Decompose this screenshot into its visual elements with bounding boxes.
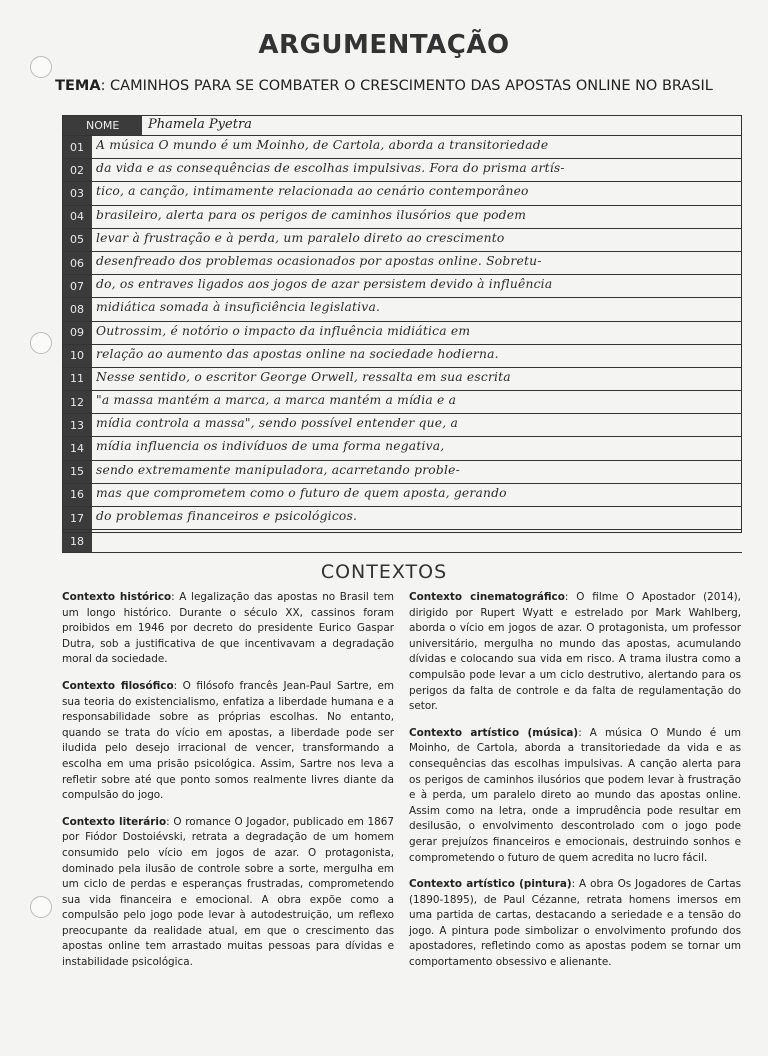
- theme-label: TEMA: [55, 78, 101, 94]
- context-label: Contexto artístico (música): [409, 726, 579, 739]
- line-number: 05: [62, 229, 92, 251]
- essay-line[interactable]: [62, 461, 742, 484]
- essay-line[interactable]: [62, 275, 742, 298]
- essay-line[interactable]: [62, 298, 742, 321]
- context-text: : O romance O Jogador, publicado em 1867 por Fiódor Dostoiévski, retrata a degradação de um homem consumido pelo vício em jogos de azar. O protagonista, dominado pela ilusão de controle sobre a sorte, mergulha em um ciclo de perdas e esperanças frustradas, comprometendo sua vida financeira e emocional. A obra expõe como a compulsão pelo jogo pode levar à autodestruição, um reflexo preocupante da realidade atual, em que o crescimento das apostas online tem arrastado muitas pessoas para dívidas e instabilidade psicológica.: [62, 815, 394, 969]
- essay-line[interactable]: [62, 182, 742, 205]
- essay-line[interactable]: [62, 530, 742, 553]
- line-text[interactable]: tico, a canção, intimamente relacionada ao cenário contemporâneo: [96, 184, 529, 199]
- line-number: 09: [62, 322, 92, 344]
- line-text[interactable]: Outrossim, é notório o impacto da influência midiática em: [96, 323, 471, 338]
- essay-line[interactable]: [62, 322, 742, 345]
- essay-line[interactable]: [62, 414, 742, 437]
- line-number: 12: [62, 391, 92, 413]
- line-number: 18: [62, 530, 92, 552]
- context-text: : O filme O Apostador (2014), dirigido por Rupert Wyatt e estrelado por Mark Wahlberg, aborda o vício em jogos de azar. O protagonista, um professor universitário, mergulha no mundo das apostas, acumulando dívidas e colocando sua vida em risco. A trama ilustra como a compulsão pode levar a um ciclo destrutivo, alertando para os perigos da falta de controle e da falta de regulamentação do setor.: [409, 591, 741, 713]
- theme-heading: [0, 78, 768, 94]
- line-number: 06: [62, 252, 92, 274]
- context-label: Contexto filosófico: [62, 679, 174, 692]
- context-text: : A obra Os Jogadores de Cartas (1890-1895), de Paul Cézanne, retrata homens imersos em uma partida de cartas, destacando a seriedade e a tensão do jogo. A pintura pode simbolizar o envolvimento profundo dos apostadores, refletindo como as apostas podem se tornar um comportamento obsessivo e alienante.: [409, 878, 741, 969]
- answer-sheet: [62, 115, 742, 553]
- essay-line[interactable]: [62, 136, 742, 159]
- line-text[interactable]: relação ao aumento das apostas online na sociedade hodierna.: [96, 346, 499, 361]
- line-text[interactable]: da vida e as consequências de escolhas impulsivas. Fora do prisma artís-: [96, 161, 565, 176]
- line-text[interactable]: mídia influencia os indivíduos de uma forma negativa,: [96, 439, 445, 454]
- line-text[interactable]: levar à frustração e à perda, um paralelo direto ao crescimento: [96, 230, 505, 245]
- essay-line[interactable]: [62, 391, 742, 414]
- line-number: 15: [62, 461, 92, 483]
- essay-line[interactable]: [62, 484, 742, 507]
- line-number: 17: [62, 507, 92, 529]
- name-row: [62, 115, 742, 136]
- name-value[interactable]: Phamela Pyetra: [148, 117, 252, 132]
- contexts-left-column: [62, 590, 394, 982]
- line-text[interactable]: Nesse sentido, o escritor George Orwell, ressalta em sua escrita: [96, 369, 511, 384]
- line-text[interactable]: brasileiro, alerta para os perigos de caminhos ilusórios que podem: [96, 207, 527, 222]
- line-number: 02: [62, 159, 92, 181]
- line-text[interactable]: mídia controla a massa", sendo possível entender que, a: [96, 416, 458, 431]
- contexts-title: CONTEXTOS: [320, 561, 448, 583]
- binder-hole-middle: [30, 332, 52, 354]
- context-label: Contexto literário: [62, 815, 167, 828]
- line-number: 11: [62, 368, 92, 390]
- line-text[interactable]: A música O mundo é um Moinho, de Cartola, aborda a transitoriedade: [96, 138, 549, 152]
- line-text[interactable]: "a massa mantém a marca, a marca mantém a mídia e a: [96, 393, 457, 408]
- line-number: 08: [62, 298, 92, 320]
- context-paragraph: [62, 815, 394, 971]
- line-text[interactable]: mas que comprometem como o futuro de quem aposta, gerando: [96, 485, 507, 500]
- essay-line[interactable]: [62, 252, 742, 275]
- line-text[interactable]: do, os entraves ligados aos jogos de azar persistem devido à influência: [96, 277, 553, 292]
- context-text: : A música O Mundo é um Moinho, de Cartola, aborda a transitoriedade da vida e as consequências das escolhas impulsivas. A canção alerta para os perigos de caminhos ilusórios que podem levar à frustração e à perda, um paralelo direto ao mundo das apostas online. Assim como na letra, onde a imprudência pode resultar em desilusão, o envolvimento descontrolado com o jogo pode gerar prejuízos financeiros e emocionais, destruindo sonhos e comprometendo o futuro de quem acredita no lucro fácil.: [409, 726, 741, 864]
- context-label: Contexto artístico (pintura): [409, 878, 572, 891]
- line-number: 16: [62, 484, 92, 506]
- line-number: 03: [62, 182, 92, 204]
- line-number: 01: [62, 136, 92, 158]
- context-paragraph: [62, 679, 394, 804]
- context-paragraph: [409, 726, 741, 866]
- name-label: NOME: [62, 115, 142, 135]
- essay-line[interactable]: [62, 345, 742, 368]
- line-text[interactable]: sendo extremamente manipuladora, acarretando proble-: [96, 462, 460, 477]
- line-text[interactable]: desenfreado dos problemas ocasionados por apostas online. Sobretu-: [96, 253, 542, 268]
- line-number: 14: [62, 437, 92, 459]
- line-text[interactable]: midiática somada à insuficiência legislativa.: [96, 300, 381, 315]
- context-paragraph: [409, 877, 741, 971]
- context-label: Contexto histórico: [62, 591, 172, 603]
- context-paragraph: [62, 590, 394, 668]
- binder-hole-bottom: [30, 896, 52, 918]
- page-title: ARGUMENTAÇÃO: [258, 30, 510, 60]
- line-number: 10: [62, 345, 92, 367]
- essay-line[interactable]: [62, 206, 742, 229]
- contexts-right-column: [409, 590, 741, 982]
- line-number: 04: [62, 206, 92, 228]
- line-text[interactable]: do problemas financeiros e psicológicos.: [96, 509, 358, 523]
- line-number: 13: [62, 414, 92, 436]
- line-number: 07: [62, 275, 92, 297]
- theme-text: : CAMINHOS PARA SE COMBATER O CRESCIMENTO DAS APOSTAS ONLINE NO BRASIL: [100, 78, 713, 94]
- essay-line[interactable]: [62, 437, 742, 460]
- essay-line[interactable]: [62, 507, 742, 530]
- context-text: : O filósofo francês Jean-Paul Sartre, em sua teoria do existencialismo, enfatiza a liberdade humana e a responsabilidade sobre as próprias escolhas. No entanto, quando se trata do vício em apostas, a liberdade pode ser iludida pelo desejo irracional de vencer, transformando a escolha em uma prisão psicológica. Assim, Sartre nos leva a refletir sobre até que ponto somos realmente livres diante da compulsão do jogo.: [62, 679, 394, 802]
- essay-line[interactable]: [62, 159, 742, 182]
- context-paragraph: [409, 590, 741, 715]
- essay-line[interactable]: [62, 229, 742, 252]
- context-text: : A legalização das apostas no Brasil tem um longo histórico. Durante o século XX, cassinos foram proibidos em 1946 por decreto do presidente Eurico Gaspar Dutra, sob a justificativa de que incentivavam a degradação moral da sociedade.: [62, 591, 394, 666]
- context-label: Contexto cinematográfico: [409, 591, 565, 603]
- essay-line[interactable]: [62, 368, 742, 391]
